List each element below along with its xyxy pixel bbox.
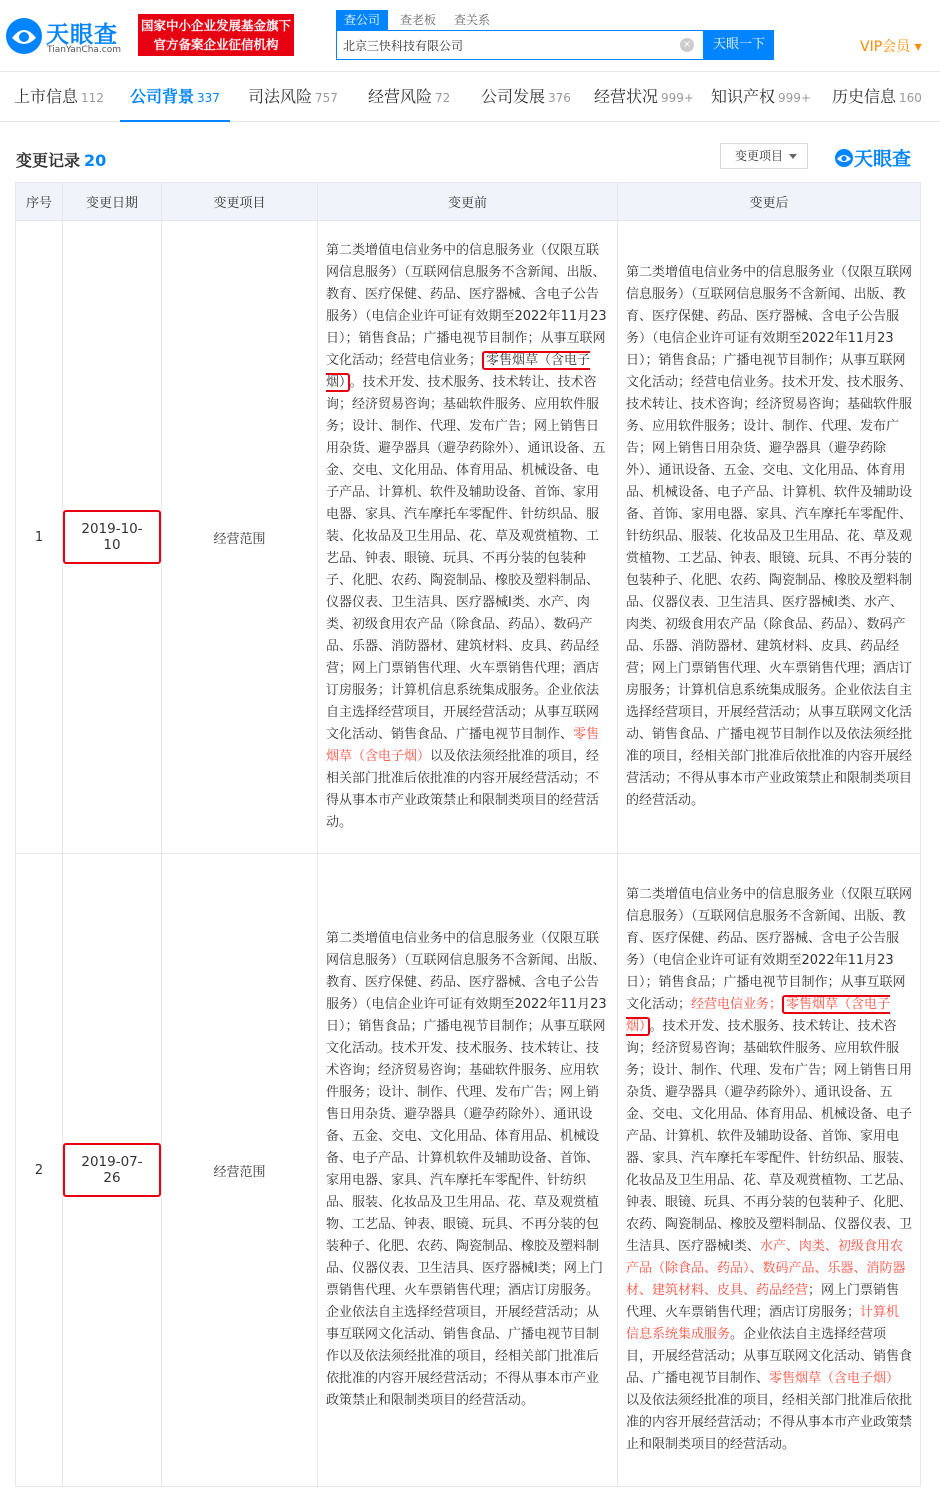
tab-legal-risk[interactable] [248,72,338,122]
text-segment: 以及依法须经批准的项目，经相关部门批准后依批准的内容开展经营活动；不得从事本市产业政策禁止和限制类项目的经营活动。 [326,749,600,830]
watermark-eye-icon [834,148,854,168]
chevron-down-icon [789,154,797,159]
tab-operation-risk[interactable] [368,72,450,122]
tab-search-relation[interactable]: 查关系 [454,13,491,27]
tab-count: 376 [548,91,571,105]
tab-label: 知识产权 [711,87,776,106]
text-segment: 以及依法须经批准的项目，经相关部门批准后依批准的内容开展经营活动；不得从事本市产业政策禁止和限制类项目的经营活动。 [626,1393,913,1452]
section-count: 20 [84,151,107,170]
tab-label: 经营状况 [594,87,659,106]
boxed-change: 零售烟草（含电子烟） [326,353,591,390]
tab-company-background[interactable] [120,72,230,122]
tab-count: 160 [899,91,922,105]
table-row [16,854,921,1487]
row-before [318,854,618,1487]
vip-member-link[interactable]: VIP会员 ▾ [860,39,922,55]
change-item-filter-dropdown[interactable] [720,143,808,169]
text-segment: 第二类增值电信业务中的信息服务业（仅限互联网信息服务）（互联网信息服务不含新闻、出版、教育、医疗保健、药品、医疗器械、含电子公告服务）（电信企业许可证有效期至2022年11月23日）；销售食品；广播电视节目制作；从事互联网文化活动；经营电信业务； [326,243,607,368]
search-button[interactable]: 天眼一下 [704,30,774,60]
header-before: 变更前 [318,183,618,221]
highlighted-change: 经营电信业务； [691,997,783,1012]
tab-count: 112 [81,91,104,105]
change-records-table [15,182,921,1487]
certification-badge [138,14,294,56]
tab-label: 经营风险 [368,87,433,106]
section-nav [0,72,940,122]
text-segment: 。技术开发、技术服务、技术转让、技术咨询；经济贸易咨询；基础软件服务、应用软件服务；设计、制作、代理、发布广告；网上销售日用杂货、避孕器具（避孕药除外）、通讯设备、五金、交电、文化用品、体育用品、机械设备、电子产品、计算机、软件及辅助设备、首饰、家用电器、家具、汽车摩托车零配件、针纺织品、服装、化妆品及卫生用品、花、草及观赏植物、工艺品、钟表、眼镜、玩具、不再分装的包装种子、化肥、农药、陶瓷制品、橡胶及塑料制品、仪器仪表、卫生洁具、医疗器械Ⅰ类、 [626,1019,913,1254]
row-item: 经营范围 [162,854,318,1487]
text-segment: 第二类增值电信业务中的信息服务业（仅限互联网信息服务）（互联网信息服务不含新闻、出版、教育、医疗保健、药品、医疗器械、含电子公告服务）（电信企业许可证有效期至2022年11月23日）；销售食品；广播电视节目制作；从事互联网文化活动； [626,887,913,1012]
row-item: 经营范围 [162,221,318,854]
row-index: 1 [16,221,63,854]
tab-listing-info[interactable] [14,72,104,122]
tab-search-boss[interactable]: 查老板 [400,13,437,27]
row-date-cell [63,221,162,854]
watermark-text: 天眼查 [854,148,912,170]
badge-line-2: 官方备案企业征信机构 [153,37,279,52]
tab-history-info[interactable] [832,72,922,122]
tab-label: 公司发展 [481,87,546,106]
tab-count: 757 [315,91,338,105]
tianyancha-logo[interactable] [4,12,128,58]
header-date: 变更日期 [63,183,162,221]
tab-count: 337 [197,91,220,105]
row-after [618,221,921,854]
logo-eye-icon [4,16,44,56]
tab-operation-status[interactable] [594,72,694,122]
row-before [318,221,618,854]
text-segment: ；网上门票销售代理、火车票销售代理；酒店订房服务； [626,1283,900,1320]
highlighted-change: 水产、肉类、初级食用农产品（除食品、药品）、数码产品、乐器、消防器材、建筑材料、皮具、药品经营 [626,1239,906,1298]
tab-count: 72 [435,91,451,105]
tab-label: 司法风险 [248,87,313,106]
header-item: 变更项目 [162,183,318,221]
tab-company-development[interactable] [481,72,571,122]
logo-domain: TianYanCha.com [47,45,122,55]
header-after: 变更后 [618,183,921,221]
row-date: 2019-07-26 [63,1143,161,1197]
top-header [0,0,940,72]
highlighted-change: 零售烟草（含电子烟） [769,1371,900,1386]
highlighted-change: 计算机信息系统集成服务 [626,1305,900,1342]
tab-count: 999+ [778,91,811,105]
highlighted-change: 零售烟草（含电子烟） [326,727,600,764]
text-segment: 第二类增值电信业务中的信息服务业（仅限互联网信息服务）（互联网信息服务不含新闻、出版、教育、医疗保健、药品、医疗器械、含电子公告服务）（电信企业许可证有效期至2022年11月23日）；销售食品；广播电视节目制作；从事互联网文化活动。技术开发、技术服务、技术转让、技术咨询；经济贸易咨询；基础软件服务、应用软件服务；设计、制作、代理、发布广告；网上销售日用杂货、避孕器具（避孕药除外）、通讯设备、五金、交电、文化用品、体育用品、机械设备、电子产品、计算机软件及辅助设备、首饰、家用电器、家具、汽车摩托车零配件、针纺织品、服装、化妆品及卫生用品、花、草及观赏植物、工艺品、钟表、眼镜、玩具、不再分装的包装种子、化肥、农药、陶瓷制品、橡胶及塑料制品、仪器仪表、卫生洁具、医疗器械Ⅰ类；网上门票销售代理、火车票销售代理；酒店订房服务。企业依法自主选择经营项目，开展经营活动；从事互联网文化活动、销售食品、广播电视节目制作以及依法须经批准的项目，经相关部门批准后依批准的内容开展经营活动；不得从事本市产业政策禁止和限制类项目的经营活动。 [326,931,607,1408]
badge-line-1: 国家中小企业发展基金旗下 [140,18,291,33]
boxed-change: 零售烟草（含电子烟） [626,997,891,1034]
search-input[interactable] [337,31,677,59]
table-header-row [16,183,921,221]
text-segment: 。技术开发、技术服务、技术转让、技术咨询；经济贸易咨询；基础软件服务、应用软件服务；设计、制作、代理、发布广告；网上销售日用杂货、避孕器具（避孕药除外）、通讯设备、五金、交电、文化用品、体育用品、机械设备、电子产品、计算机、软件及辅助设备、首饰、家用电器、家具、汽车摩托车零配件、针纺织品、服装、化妆品及卫生用品、花、草及观赏植物、工艺品、钟表、眼镜、玩具、不再分装的包装种子、化肥、农药、陶瓷制品、橡胶及塑料制品、仪器仪表、卫生洁具、医疗器械Ⅰ类、水产、肉类、初级食用农产品（除食品、药品）、数码产品、乐器、消防器材、建筑材料、皮具、药品经营；网上门票销售代理、火车票销售代理；酒店订房服务；计算机信息系统集成服务。企业依法自主选择经营项目，开展经营活动；从事互联网文化活动、销售食品、广播电视节目制作、 [326,375,606,742]
tab-intellectual-property[interactable] [711,72,811,122]
table-row [16,221,921,854]
search-box [336,30,704,60]
row-date: 2019-10-10 [63,510,161,564]
section-title-text: 变更记录 [16,151,81,170]
clear-icon[interactable]: × [680,38,694,52]
row-index: 2 [16,854,63,1487]
text-segment: 。企业依法自主选择经营项目，开展经营活动；从事互联网文化活动、销售食品、广播电视节目制作、 [626,1327,913,1386]
section-title [16,148,106,171]
tab-label: 上市信息 [14,87,79,106]
tab-label: 公司背景 [130,87,195,106]
tab-label: 历史信息 [832,87,897,106]
dropdown-label: 变更项目 [735,149,784,163]
row-date-cell [63,854,162,1487]
tab-count: 999+ [661,91,694,105]
tab-search-company[interactable]: 查公司 [336,10,388,30]
text-segment: 第二类增值电信业务中的信息服务业（仅限互联网信息服务）（互联网信息服务不含新闻、出版、教育、医疗保健、药品、医疗器械、含电子公告服务）（电信企业许可证有效期至2022年11月23日）；销售食品；广播电视节目制作；从事互联网文化活动；经营电信业务。技术开发、技术服务、技术转让、技术咨询；经济贸易咨询；基础软件服务、应用软件服务；设计、制作、代理、发布广告；网上销售日用杂货、避孕器具（避孕药除外）、通讯设备、五金、交电、文化用品、体育用品、机械设备、电子产品、计算机、软件及辅助设备、首饰、家用电器、家具、汽车摩托车零配件、针纺织品、服装、化妆品及卫生用品、花、草及观赏植物、工艺品、钟表、眼镜、玩具、不再分装的包装种子、化肥、农药、陶瓷制品、橡胶及塑料制品、仪器仪表、卫生洁具、医疗器械Ⅰ类、水产、肉类、初级食用农产品（除食品、药品）、数码产品、乐器、消防器材、建筑材料、皮具、药品经营；网上门票销售代理、火车票销售代理；酒店订房服务；计算机信息系统集成服务。企业依法自主选择经营项目，开展经营活动；从事互联网文化活动、销售食品、广播电视节目制作以及依法须经批准的项目，经相关部门批准后依批准的内容开展经营活动；不得从事本市产业政策禁止和限制类项目的经营活动。 [626,265,913,808]
row-after [618,854,921,1487]
logo-text: 天眼查 [46,22,118,48]
header-index: 序号 [16,183,63,221]
tianyancha-watermark [834,144,911,171]
